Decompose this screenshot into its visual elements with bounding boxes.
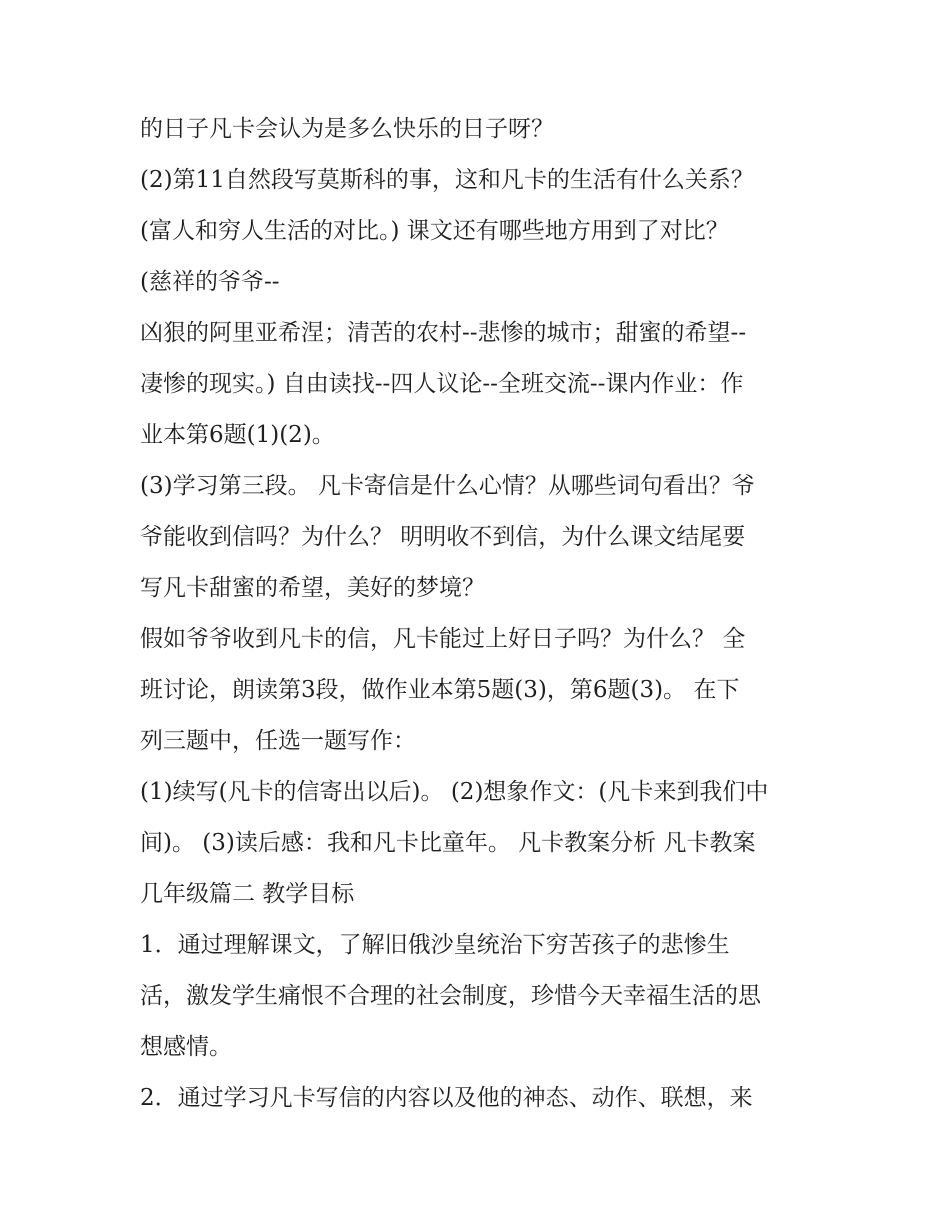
- text-line: (2)第11自然段写莫斯科的事，这和凡卡的生活有什么关系？: [140, 167, 754, 193]
- text-line: 列三题中，任选一题写作：: [140, 728, 416, 754]
- text-line: 间)。 (3)读后感：我和凡卡比童年。 凡卡教案分析 凡卡教案: [140, 830, 756, 856]
- text-line: (富人和穷人生活的对比。) 课文还有哪些地方用到了对比？: [140, 218, 729, 244]
- text-line: 爷能收到信吗？为什么？ 明明收不到信，为什么课文结尾要: [140, 524, 746, 550]
- text-line: (1)续写(凡卡的信寄出以后)。 (2)想象作文：(凡卡来到我们中: [140, 779, 769, 805]
- text-line: 的日子凡卡会认为是多么快乐的日子呀？: [140, 116, 554, 142]
- text-line: 活，激发学生痛恨不合理的社会制度，珍惜今天幸福生活的思: [140, 983, 761, 1009]
- text-line: 业本第6题(1)(2)。: [140, 422, 335, 448]
- text-line: 几年级篇二 教学目标: [140, 881, 355, 907]
- text-line: 假如爷爷收到凡卡的信，凡卡能过上好日子吗？为什么？ 全: [140, 626, 746, 652]
- text-line: 2．通过学习凡卡写信的内容以及他的神态、动作、联想，来: [140, 1085, 753, 1111]
- text-line: (慈祥的爷爷--: [140, 269, 280, 295]
- text-line: 想感情。: [140, 1034, 232, 1060]
- text-line: 1．通过理解课文，了解旧俄沙皇统治下穷苦孩子的悲惨生: [140, 932, 730, 958]
- text-line: 写凡卡甜蜜的希望，美好的梦境？: [140, 575, 485, 601]
- text-line: 凄惨的现实。) 自由读找--四人议论--全班交流--课内作业：作: [140, 371, 744, 397]
- text-line: 凶狠的阿里亚希涅；清苦的农村--悲惨的城市；甜蜜的希望--: [140, 320, 747, 346]
- text-line: (3)学习第三段。 凡卡寄信是什么心情？从哪些词句看出？爷: [140, 473, 755, 499]
- text-line: 班讨论，朗读第3段，做作业本第5题(3)，第6题(3)。 在下: [140, 677, 740, 703]
